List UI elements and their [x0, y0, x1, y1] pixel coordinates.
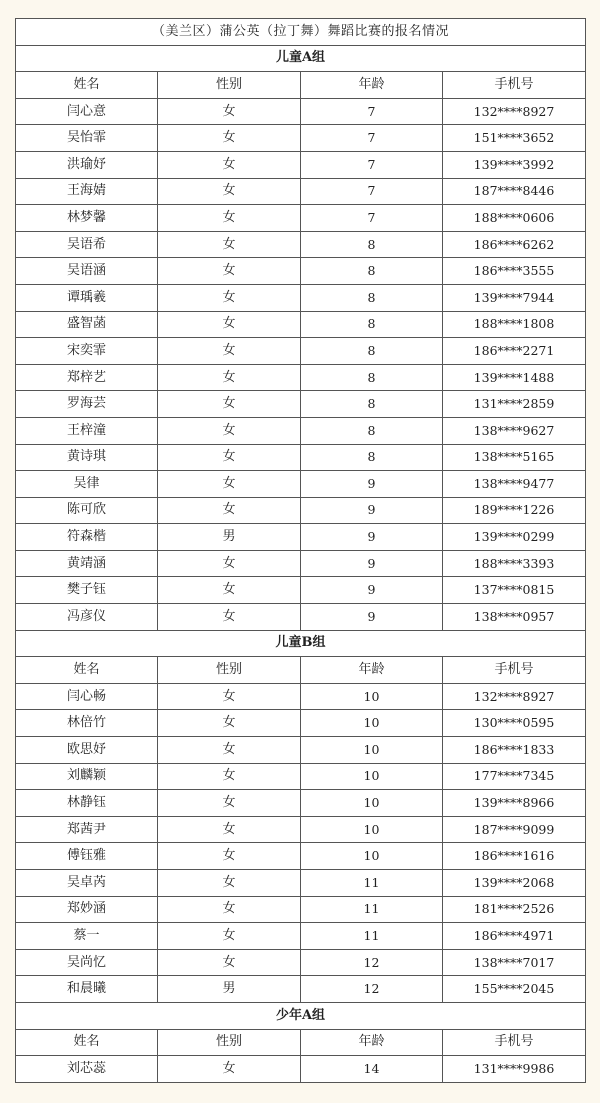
name-cell: 林静钰: [16, 790, 158, 817]
gender-cell: 女: [158, 843, 301, 870]
phone-cell: 131****9986: [443, 1056, 586, 1083]
gender-cell: 女: [158, 364, 301, 391]
phone-cell: 139****1488: [443, 364, 586, 391]
name-cell: 陈可欣: [16, 497, 158, 524]
gender-cell: 女: [158, 444, 301, 471]
name-cell: 欧思妤: [16, 737, 158, 764]
name-cell: 符森楷: [16, 524, 158, 551]
name-cell: 傅钰雅: [16, 843, 158, 870]
phone-cell: 186****3555: [443, 258, 586, 285]
table-row: [16, 338, 586, 365]
phone-cell: 181****2526: [443, 896, 586, 923]
table-row: [16, 125, 586, 152]
gender-cell: 女: [158, 550, 301, 577]
table-row: [16, 923, 586, 950]
table-row: [16, 1056, 586, 1083]
age-cell: 8: [301, 391, 443, 418]
phone-cell: 187****9099: [443, 816, 586, 843]
title-row: [16, 19, 586, 46]
table-row: [16, 205, 586, 232]
table-row: [16, 790, 586, 817]
gender-cell: 女: [158, 205, 301, 232]
age-cell: 8: [301, 231, 443, 258]
table-title: （美兰区）蒲公英（拉丁舞）舞蹈比赛的报名情况: [16, 19, 586, 46]
name-cell: 吴怡霏: [16, 125, 158, 152]
column-header-name: 姓名: [16, 72, 158, 99]
name-cell: 吴语希: [16, 231, 158, 258]
gender-cell: 女: [158, 125, 301, 152]
name-cell: 盛智菡: [16, 311, 158, 338]
phone-cell: 139****2068: [443, 870, 586, 897]
gender-cell: 女: [158, 896, 301, 923]
name-cell: 樊子钰: [16, 577, 158, 604]
age-cell: 10: [301, 683, 443, 710]
age-cell: 7: [301, 98, 443, 125]
gender-cell: 女: [158, 284, 301, 311]
name-cell: 蔡一: [16, 923, 158, 950]
name-cell: 闫心畅: [16, 683, 158, 710]
age-cell: 8: [301, 258, 443, 285]
table-row: [16, 870, 586, 897]
name-cell: 刘芯蕊: [16, 1056, 158, 1083]
phone-cell: 187****8446: [443, 178, 586, 205]
gender-cell: 女: [158, 763, 301, 790]
phone-cell: 132****8927: [443, 683, 586, 710]
table-row: [16, 524, 586, 551]
gender-cell: 男: [158, 976, 301, 1003]
table-row: [16, 976, 586, 1003]
age-cell: 12: [301, 976, 443, 1003]
name-cell: 林梦馨: [16, 205, 158, 232]
name-cell: 吴尚忆: [16, 949, 158, 976]
table-row: [16, 391, 586, 418]
name-cell: 闫心意: [16, 98, 158, 125]
phone-cell: 139****0299: [443, 524, 586, 551]
name-cell: 谭瑀羲: [16, 284, 158, 311]
table-row: [16, 683, 586, 710]
phone-cell: 131****2859: [443, 391, 586, 418]
gender-cell: 女: [158, 311, 301, 338]
column-header-age: 年龄: [301, 1029, 443, 1056]
gender-cell: 女: [158, 577, 301, 604]
age-cell: 10: [301, 843, 443, 870]
name-cell: 郑梓艺: [16, 364, 158, 391]
name-cell: 郑茜尹: [16, 816, 158, 843]
name-cell: 宋奕霏: [16, 338, 158, 365]
phone-cell: 137****0815: [443, 577, 586, 604]
gender-cell: 女: [158, 737, 301, 764]
column-header-row: [16, 1029, 586, 1056]
table-row: [16, 577, 586, 604]
age-cell: 8: [301, 284, 443, 311]
gender-cell: 女: [158, 923, 301, 950]
phone-cell: 138****9477: [443, 471, 586, 498]
phone-cell: 188****0606: [443, 205, 586, 232]
phone-cell: 186****1616: [443, 843, 586, 870]
registration-table: [15, 18, 586, 1083]
group-title: 儿童B组: [16, 630, 586, 657]
age-cell: 11: [301, 896, 443, 923]
name-cell: 洪瑜妤: [16, 151, 158, 178]
name-cell: 刘麟颖: [16, 763, 158, 790]
column-header-gender: 性别: [158, 1029, 301, 1056]
age-cell: 8: [301, 444, 443, 471]
phone-cell: 139****8966: [443, 790, 586, 817]
column-header-gender: 性别: [158, 657, 301, 684]
gender-cell: 女: [158, 391, 301, 418]
age-cell: 9: [301, 471, 443, 498]
name-cell: 林倍竹: [16, 710, 158, 737]
age-cell: 10: [301, 737, 443, 764]
age-cell: 8: [301, 364, 443, 391]
gender-cell: 女: [158, 417, 301, 444]
age-cell: 9: [301, 577, 443, 604]
group-header-row: [16, 630, 586, 657]
age-cell: 7: [301, 151, 443, 178]
column-header-name: 姓名: [16, 1029, 158, 1056]
column-header-phone: 手机号: [443, 72, 586, 99]
age-cell: 10: [301, 790, 443, 817]
gender-cell: 女: [158, 497, 301, 524]
age-cell: 7: [301, 125, 443, 152]
table-row: [16, 151, 586, 178]
phone-cell: 139****3992: [443, 151, 586, 178]
column-header-age: 年龄: [301, 657, 443, 684]
table-row: [16, 816, 586, 843]
age-cell: 8: [301, 311, 443, 338]
table-row: [16, 178, 586, 205]
name-cell: 吴律: [16, 471, 158, 498]
phone-cell: 138****5165: [443, 444, 586, 471]
gender-cell: 女: [158, 471, 301, 498]
column-header-gender: 性别: [158, 72, 301, 99]
name-cell: 郑妙涵: [16, 896, 158, 923]
phone-cell: 188****1808: [443, 311, 586, 338]
gender-cell: 女: [158, 338, 301, 365]
column-header-name: 姓名: [16, 657, 158, 684]
name-cell: 黄靖涵: [16, 550, 158, 577]
phone-cell: 138****0957: [443, 604, 586, 631]
phone-cell: 139****7944: [443, 284, 586, 311]
gender-cell: 女: [158, 1056, 301, 1083]
age-cell: 11: [301, 870, 443, 897]
table-row: [16, 98, 586, 125]
name-cell: 吴卓芮: [16, 870, 158, 897]
age-cell: 9: [301, 604, 443, 631]
age-cell: 9: [301, 524, 443, 551]
phone-cell: 186****1833: [443, 737, 586, 764]
age-cell: 14: [301, 1056, 443, 1083]
name-cell: 黄诗琪: [16, 444, 158, 471]
table-row: [16, 311, 586, 338]
gender-cell: 女: [158, 231, 301, 258]
gender-cell: 女: [158, 790, 301, 817]
table-row: [16, 763, 586, 790]
gender-cell: 男: [158, 524, 301, 551]
gender-cell: 女: [158, 816, 301, 843]
age-cell: 11: [301, 923, 443, 950]
gender-cell: 女: [158, 178, 301, 205]
gender-cell: 女: [158, 683, 301, 710]
phone-cell: 155****2045: [443, 976, 586, 1003]
name-cell: 王梓潼: [16, 417, 158, 444]
group-header-row: [16, 1002, 586, 1029]
phone-cell: 177****7345: [443, 763, 586, 790]
phone-cell: 186****4971: [443, 923, 586, 950]
age-cell: 9: [301, 550, 443, 577]
name-cell: 冯彦仪: [16, 604, 158, 631]
table-row: [16, 444, 586, 471]
gender-cell: 女: [158, 258, 301, 285]
phone-cell: 138****7017: [443, 949, 586, 976]
phone-cell: 138****9627: [443, 417, 586, 444]
name-cell: 罗海芸: [16, 391, 158, 418]
gender-cell: 女: [158, 604, 301, 631]
phone-cell: 151****3652: [443, 125, 586, 152]
age-cell: 10: [301, 816, 443, 843]
table-row: [16, 364, 586, 391]
table-row: [16, 258, 586, 285]
column-header-phone: 手机号: [443, 1029, 586, 1056]
name-cell: 王海婧: [16, 178, 158, 205]
phone-cell: 189****1226: [443, 497, 586, 524]
phone-cell: 188****3393: [443, 550, 586, 577]
column-header-row: [16, 657, 586, 684]
table-row: [16, 949, 586, 976]
gender-cell: 女: [158, 98, 301, 125]
table-row: [16, 231, 586, 258]
phone-cell: 130****0595: [443, 710, 586, 737]
age-cell: 10: [301, 763, 443, 790]
gender-cell: 女: [158, 870, 301, 897]
group-header-row: [16, 45, 586, 72]
group-title: 儿童A组: [16, 45, 586, 72]
phone-cell: 132****8927: [443, 98, 586, 125]
table-row: [16, 843, 586, 870]
age-cell: 8: [301, 417, 443, 444]
age-cell: 7: [301, 205, 443, 232]
table-row: [16, 471, 586, 498]
group-title: 少年A组: [16, 1002, 586, 1029]
table-row: [16, 737, 586, 764]
column-header-row: [16, 72, 586, 99]
age-cell: 7: [301, 178, 443, 205]
age-cell: 9: [301, 497, 443, 524]
gender-cell: 女: [158, 949, 301, 976]
gender-cell: 女: [158, 710, 301, 737]
table-row: [16, 896, 586, 923]
table-row: [16, 497, 586, 524]
name-cell: 吴语涵: [16, 258, 158, 285]
age-cell: 12: [301, 949, 443, 976]
table-row: [16, 710, 586, 737]
name-cell: 和晨曦: [16, 976, 158, 1003]
phone-cell: 186****2271: [443, 338, 586, 365]
table-row: [16, 550, 586, 577]
age-cell: 8: [301, 338, 443, 365]
column-header-age: 年龄: [301, 72, 443, 99]
age-cell: 10: [301, 710, 443, 737]
table-row: [16, 604, 586, 631]
table-row: [16, 284, 586, 311]
phone-cell: 186****6262: [443, 231, 586, 258]
table-row: [16, 417, 586, 444]
column-header-phone: 手机号: [443, 657, 586, 684]
gender-cell: 女: [158, 151, 301, 178]
